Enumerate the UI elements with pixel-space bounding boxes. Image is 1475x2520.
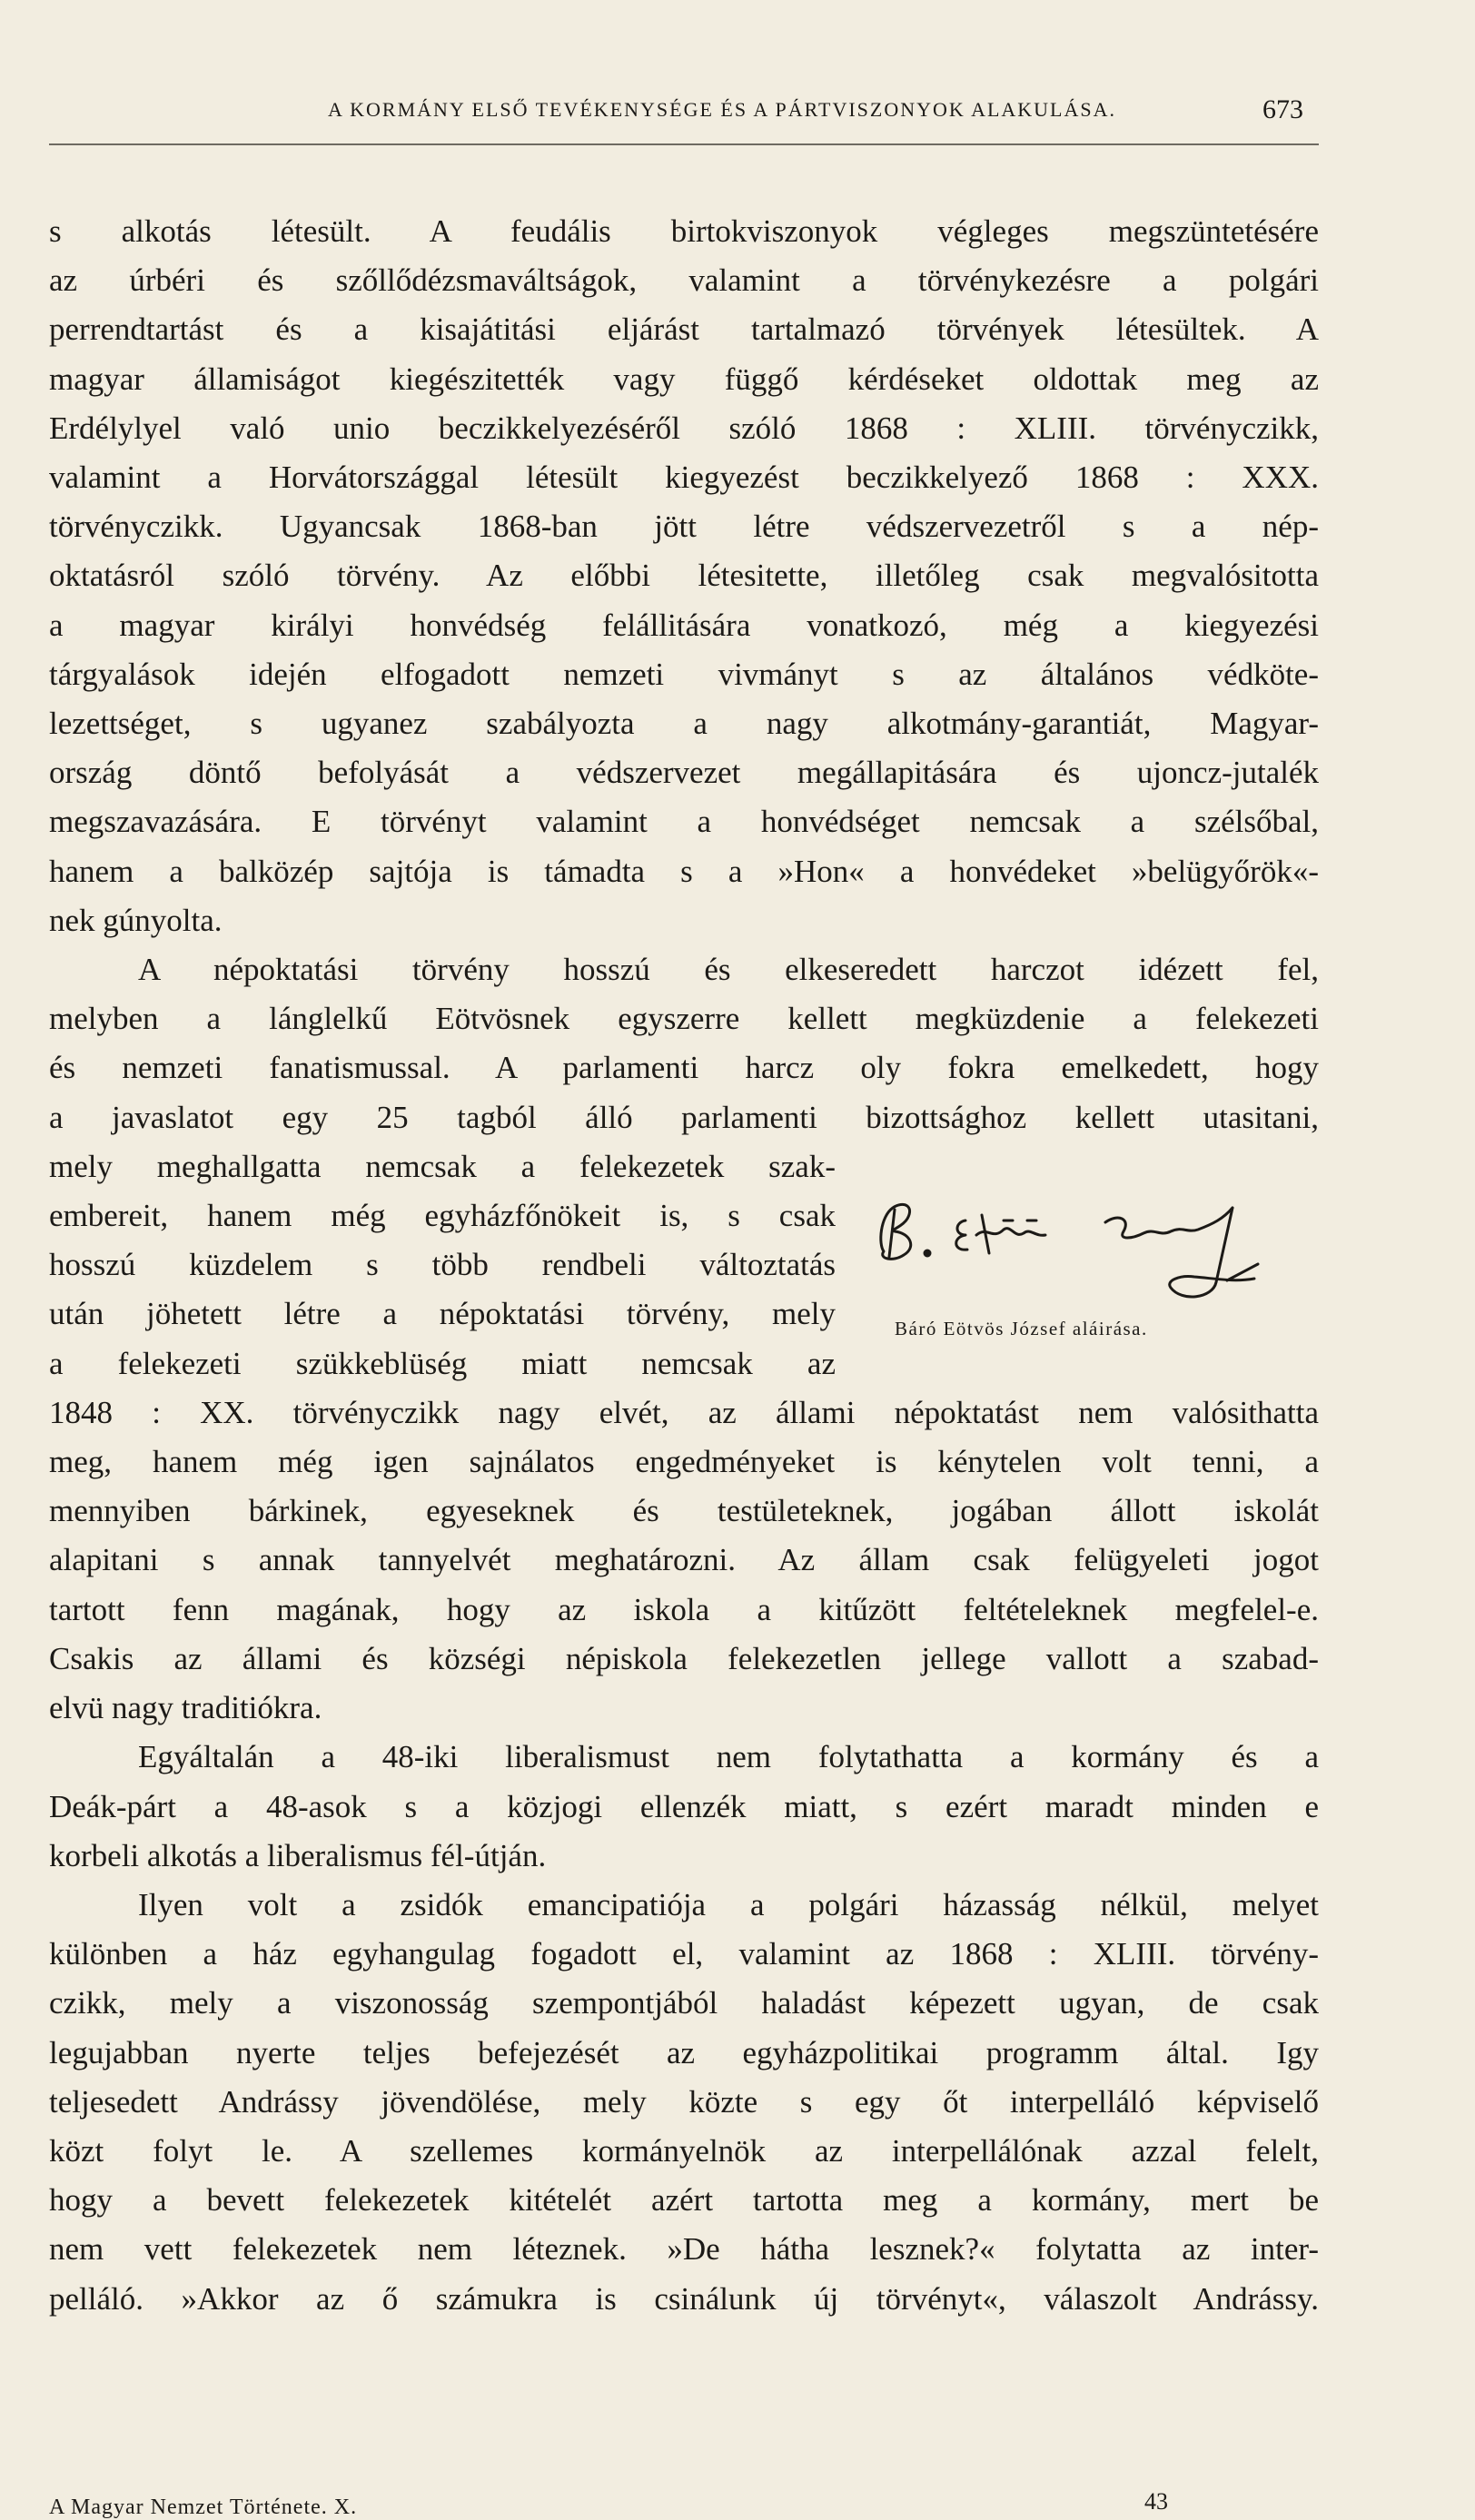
text-line: valamint a Horvátországgal létesült kiegyezést beczikkelyező 1868 : XXX. bbox=[49, 460, 1319, 496]
text-line: meg, hanem még igen sajnálatos engedményeket is kénytelen volt tenni, a bbox=[49, 1444, 1319, 1480]
running-head: A KORMÁNY ELSŐ TEVÉKENYSÉGE ÉS A PÁRTVISZONYOK ALAKULÁSA. bbox=[327, 98, 1117, 121]
text-line: hogy a bevett felekezetek kitételét azért tartotta meg a kormány, mert be bbox=[49, 2182, 1319, 2219]
paragraph-4 bbox=[49, 1881, 1319, 2324]
text-line: czikk, mely a viszonosság szempontjából haladást képezett ugyan, de csak bbox=[49, 1985, 1319, 2021]
text-line: 1848 : XX. törvényczikk nagy elvét, az állami népoktatást nem valósithatta bbox=[49, 1394, 1319, 1430]
text-line: mely meghallgatta nemcsak a felekezetek szak- bbox=[49, 1148, 836, 1184]
text-line: s alkotás létesült. A feudális birtokviszonyok végleges megszüntetésére bbox=[49, 213, 1319, 249]
text-line: nem vett felekezetek nem léteznek. »De hátha lesznek?« folytatta az inter- bbox=[49, 2231, 1319, 2268]
text-line: korbeli alkotás a liberalismus fél-útján. bbox=[49, 1837, 547, 1873]
text-line: Erdélylyel való unio beczikkelyezéséről szóló 1868 : XLIII. törvényczikk, bbox=[49, 410, 1319, 446]
text-line: a javaslatot egy 25 tagból álló parlamenti bizottsághoz kellett utasitani, bbox=[49, 1099, 1319, 1135]
text-line: Deák-párt a 48-asok s a közjogi ellenzék miatt, s ezért maradt minden e bbox=[49, 1788, 1319, 1824]
text-line: közt folyt le. A szellemes kormányelnök az interpellálónak azzal felelt, bbox=[49, 2132, 1319, 2169]
paragraph-1 bbox=[49, 207, 1319, 945]
header-rule bbox=[49, 143, 1319, 145]
text-line: megszavazására. E törvényt valamint a honvédséget nemcsak a szélsőbal, bbox=[49, 804, 1319, 840]
text-line: mennyiben bárkinek, egyeseknek és testületeknek, jogában állott iskolát bbox=[49, 1493, 1319, 1529]
text-line: Csakis az állami és községi népiskola felekezetlen jellege vallott a szabad- bbox=[49, 1640, 1319, 1676]
text-line: perrendtartást és a kisajátitási eljárást tartalmazó törvények létesültek. A bbox=[49, 311, 1319, 348]
text-line: lezettséget, s ugyanez szabályozta a nagy alkotmány-garantiát, Magyar- bbox=[49, 706, 1319, 742]
text-line: a magyar királyi honvédség felállitására vonatkozó, még a kiegyezési bbox=[49, 607, 1319, 643]
text-line: nek gúnyolta. bbox=[49, 902, 223, 938]
paragraph-3 bbox=[49, 1733, 1319, 1881]
text-line: a felekezeti szükkeblüség miatt nemcsak az bbox=[49, 1345, 836, 1381]
text-line: embereit, hanem még egyházfőnökeit is, s csak bbox=[49, 1198, 836, 1234]
signature-caption: Báró Eötvös József aláirása. bbox=[895, 1318, 1148, 1339]
text-line: melyben a lánglelkű Eötvösnek egyszerre kellett megküzdenie a felekezeti bbox=[49, 1001, 1319, 1037]
text-line: törvényczikk. Ugyancsak 1868-ban jött létre védszervezetről s a nép- bbox=[49, 509, 1319, 545]
text-line: tartott fenn magának, hogy az iskola a kitűzött feltételeknek megfelel-e. bbox=[49, 1591, 1319, 1627]
text-line: hanem a balközép sajtója is támadta s a »Hon« a honvédeket »belügyőrök«- bbox=[49, 853, 1319, 889]
text-line: tárgyalások idején elfogadott nemzeti vivmányt s az általános védköte- bbox=[49, 656, 1319, 692]
page-number: 673 bbox=[1262, 94, 1303, 124]
text-line: különben a ház egyhangulag fogadott el, valamint az 1868 : XLIII. törvény- bbox=[49, 1936, 1319, 1972]
text-line: az úrbéri és szőllődézsmaváltságok, valamint a törvénykezésre a polgári bbox=[49, 262, 1319, 299]
text-line: pelláló. »Akkor az ő számukra is csinálunk új törvényt«, válaszolt Andrássy. bbox=[49, 2280, 1319, 2317]
text-line: oktatásról szóló törvény. Az előbbi létesitette, illetőleg csak megvalósitotta bbox=[49, 558, 1319, 594]
text-line: hosszú küzdelem s több rendbeli változtatás bbox=[49, 1247, 836, 1283]
footer-title: A Magyar Nemzet Története. X. bbox=[49, 2495, 358, 2519]
text-line: teljesedett Andrássy jövendölése, mely közte s egy őt interpelláló képviselő bbox=[49, 2083, 1319, 2120]
text-line: elvü nagy traditiókra. bbox=[49, 1690, 322, 1726]
text-line: legujabban nyerte teljes befejezését az egyházpolitikai programm által. Igy bbox=[49, 2034, 1319, 2070]
text-line: alapitani s annak tannyelvét meghatározni. Az állam csak felügyeleti jogot bbox=[49, 1542, 1319, 1578]
footer-signature-mark: 43 bbox=[1144, 2488, 1168, 2515]
text-line: Egyáltalán a 48-iki liberalismust nem folytathatta a kormány és a bbox=[138, 1739, 1319, 1775]
text-line: Ilyen volt a zsidók emancipatiója a polgári házasság nélkül, melyet bbox=[138, 1886, 1319, 1922]
text-line: ország döntő befolyását a védszervezet megállapitására és ujoncz-jutalék bbox=[49, 755, 1319, 791]
text-line: és nemzeti fanatismussal. A parlamenti harcz oly fokra emelkedett, hogy bbox=[49, 1050, 1319, 1086]
text-line: után jöhetett létre a népoktatási törvény, mely bbox=[49, 1296, 836, 1332]
text-line: magyar államiságot kiegészitették vagy függő kérdéseket oldottak meg az bbox=[49, 361, 1319, 397]
text-line: A népoktatási törvény hosszú és elkeseredett harczot idézett fel, bbox=[138, 952, 1319, 988]
